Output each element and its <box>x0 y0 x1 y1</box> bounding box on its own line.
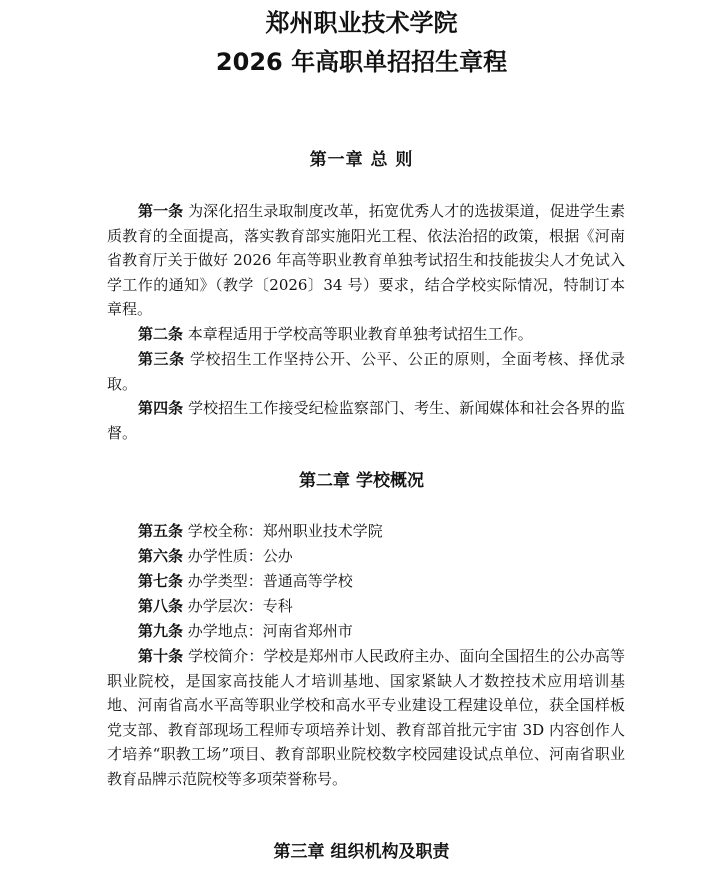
article-6 <box>107 544 625 569</box>
article-2-text: 本章程适用于学校高等职业教育单独考试招生工作。 <box>187 325 533 343</box>
article-4-text: 学校招生工作接受纪检监察部门、考生、新闻媒体和社会各界的监督。 <box>107 399 625 442</box>
chapter-1-heading: 第一章 总 则 <box>309 150 414 170</box>
article-3-text: 学校招生工作坚持公开、公平、公正的原则，全面考核、择优录取。 <box>107 350 625 393</box>
article-4-label: 第四条 <box>138 399 184 417</box>
article-1 <box>107 199 625 322</box>
article-7-text: 办学类型：普通高等学校 <box>187 572 353 590</box>
article-10-text: 学校简介：学校是郑州市人民政府主办、面向全国招生的公办高等职业院校，是国家高技能人才培训基地、国家紧缺人才数控技术应用培训基地、河南省高水平高等职业学校和高水平专业建设工程建设单位，获全国样板党支部、教育部现场工程师专项培养计划、教育部首批元宇宙 3D 内容创作人才培养“职教工场”项目、教育部职业院校数字校园建设试点单位、河南省职业教育品牌示范院校等多项荣誉称号。 <box>107 647 625 788</box>
chapter-2-heading: 第二章 学校概况 <box>299 471 424 491</box>
article-3 <box>107 347 625 396</box>
document-title-school: 郑州职业技术学院 <box>265 9 458 37</box>
article-5-label: 第五条 <box>138 522 184 540</box>
article-9-text: 办学地点：河南省郑州市 <box>187 622 353 640</box>
article-10-label: 第十条 <box>138 647 184 665</box>
article-4 <box>107 396 625 445</box>
article-7 <box>107 569 625 594</box>
article-7-label: 第七条 <box>138 572 184 590</box>
article-1-text: 为深化招生录取制度改革，拓宽优秀人才的选拔渠道，促进学生素质教育的全面提高，落实教育部实施阳光工程、依法治招的政策，根据《河南省教育厅关于做好 2026 年高等职业教育单独考试招生和技能拔尖人才免试入学工作的通知》（教学〔2026〕34 号）要求，结合学校实际情况，特制订本章程。 <box>107 202 625 319</box>
article-2-label: 第二条 <box>138 325 184 343</box>
article-8-text: 办学层次：专科 <box>187 597 293 615</box>
article-5-text: 学校全称：郑州职业技术学院 <box>187 522 383 540</box>
article-1-label: 第一条 <box>138 202 184 220</box>
article-8-label: 第八条 <box>138 597 184 615</box>
chapter-3-heading: 第三章 组织机构及职责 <box>273 842 450 862</box>
document-title-charter: 2026 年高职单招招生章程 <box>215 48 508 76</box>
article-9 <box>107 619 625 644</box>
article-2 <box>107 322 625 347</box>
article-6-text: 办学性质：公办 <box>187 547 293 565</box>
article-5 <box>107 519 625 544</box>
article-3-label: 第三条 <box>138 350 185 368</box>
article-10 <box>107 644 625 792</box>
article-9-label: 第九条 <box>138 622 184 640</box>
article-6-label: 第六条 <box>138 547 184 565</box>
article-8 <box>107 594 625 619</box>
